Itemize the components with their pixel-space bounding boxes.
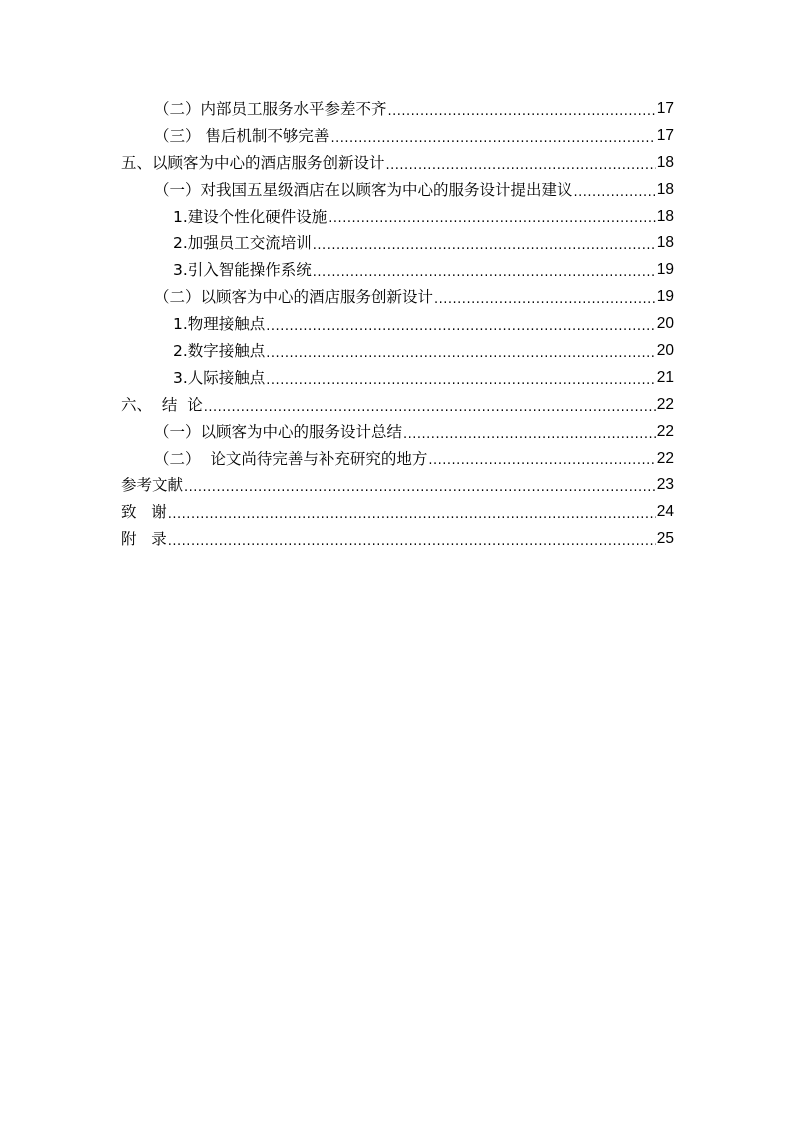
toc-entry-chapter-5[interactable] [121,150,674,177]
toc-entry-title: 五、以顾客为中心的酒店服务创新设计 [121,153,385,172]
toc-entry-staff-training[interactable] [121,230,674,257]
toc-entry-title: 1.物理接触点 [173,315,266,334]
toc-page-number: 19 [656,261,674,279]
toc-entry-title: （三） 售后机制不够完善 [154,126,330,145]
toc-entry-appendix[interactable] [121,526,674,553]
toc-entry-title: （二） 论文尚待完善与补充研究的地方 [154,449,428,468]
toc-page-number: 18 [656,234,674,252]
toc-entry-title: 2.数字接触点 [173,342,266,360]
toc-entry-title: （一）以顾客为中心的服务设计总结 [154,422,403,441]
toc-dot-leader [184,477,656,499]
toc-page-number: 17 [656,126,674,144]
toc-entry-title: 3.人际接触点 [173,368,266,387]
toc-entry-title: 六、 结 论 [121,395,203,414]
toc-entry-smart-system[interactable] [121,257,674,284]
toc-entry-further-research[interactable] [121,446,674,473]
toc-entry-title: 1.建设个性化硬件设施 [173,207,328,226]
toc-entry-acknowledgements[interactable] [121,499,674,526]
toc-entry-physical-touchpoint[interactable] [121,311,674,338]
toc-dot-leader [204,397,656,419]
toc-page-number: 23 [656,476,674,494]
toc-page-number: 18 [656,180,674,198]
toc-page-number: 18 [656,207,674,225]
toc-entry-service-innovation-design[interactable] [121,284,674,311]
toc-dot-leader [313,262,656,284]
toc-page-number: 22 [656,422,674,440]
toc-entry-references[interactable] [121,472,674,499]
toc-entry-five-star-suggestions[interactable] [121,177,674,204]
toc-entry-hardware-facilities[interactable] [121,204,674,231]
toc-entry-title: （二）以顾客为中心的酒店服务创新设计 [154,288,434,307]
toc-page-number: 24 [656,503,674,521]
toc-page-number: 20 [656,315,674,333]
toc-entry-interpersonal-touchpoint[interactable] [121,365,674,392]
toc-dot-leader [168,504,656,526]
toc-dot-leader [388,101,656,123]
toc-entry-chapter-6-conclusion[interactable] [121,392,674,419]
toc-dot-leader [266,316,655,338]
toc-dot-leader [168,531,656,553]
toc-dot-leader [266,343,655,365]
toc-entry-title: 附 录 [121,530,167,549]
toc-entry-title: （二）内部员工服务水平参差不齐 [154,99,387,118]
toc-entry-title: （一）对我国五星级酒店在以顾客为中心的服务设计提出建议 [154,180,573,199]
toc-page-number: 22 [656,395,674,413]
toc-entry-after-sales[interactable] [121,123,674,150]
toc-dot-leader [403,424,656,446]
toc-page-number: 19 [656,288,674,306]
toc-entry-title: 2.加强员工交流培训 [173,234,312,253]
toc-page-number: 20 [656,342,674,359]
toc-entry-staff-service-level[interactable] [121,96,674,123]
toc-dot-leader [574,182,657,204]
toc-dot-leader [313,235,656,257]
toc-entry-title: 参考文献 [121,476,184,495]
toc-dot-leader [328,208,655,230]
toc-dot-leader [266,370,655,392]
toc-entry-title: 3.引入智能操作系统 [173,261,312,280]
toc-entry-digital-touchpoint[interactable] [121,338,674,365]
toc-page-number: 25 [656,530,674,548]
toc-page-number: 17 [656,99,674,117]
toc-entry-design-summary[interactable] [121,419,674,446]
toc-page-number: 18 [656,153,674,171]
toc-page-number: 22 [656,449,674,467]
toc-entry-title: 致 谢 [121,503,167,522]
toc-dot-leader [434,289,656,311]
toc-dot-leader [330,128,655,150]
toc-dot-leader [428,450,655,472]
toc-dot-leader [386,155,656,177]
table-of-contents [121,96,674,553]
toc-page-number: 21 [656,368,674,386]
